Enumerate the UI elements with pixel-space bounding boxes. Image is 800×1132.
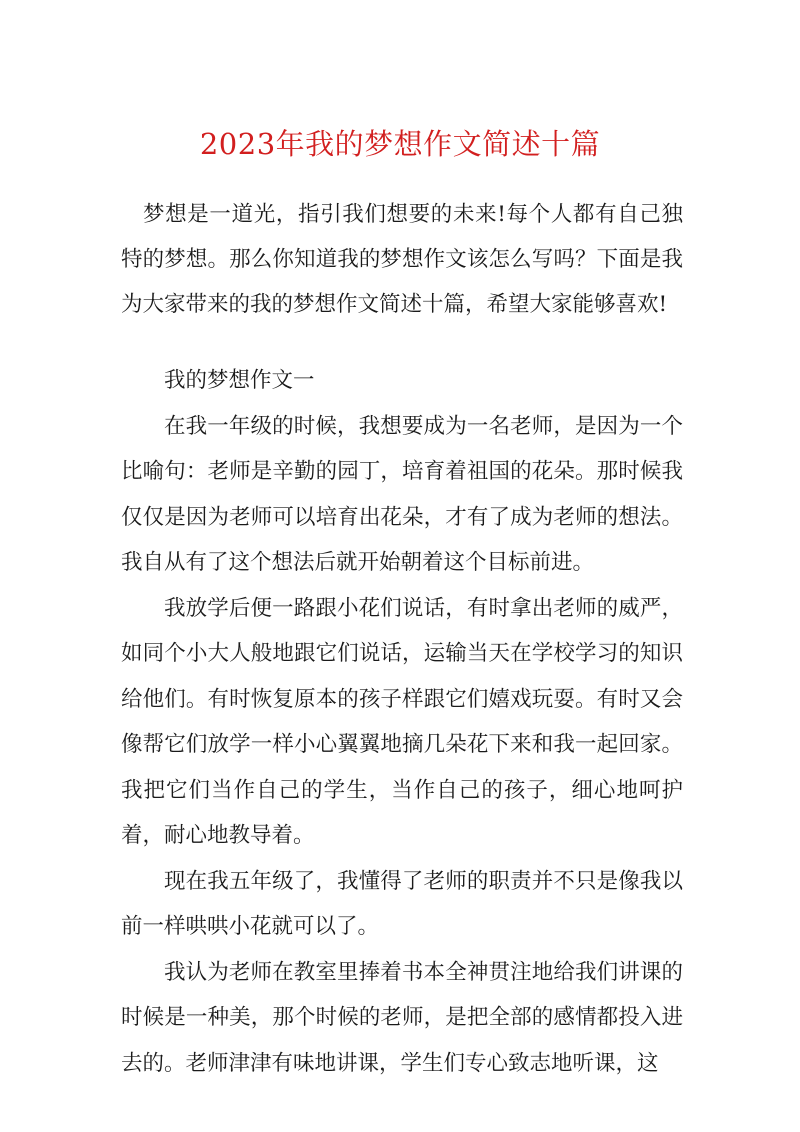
body-paragraph: 现在我五年级了，我懂得了老师的职责并不只是像我以前一样哄哄小花就可以了。: [121, 868, 683, 939]
section-heading: 我的梦想作文一: [164, 368, 315, 393]
document-title: 2023年我的梦想作文简述十篇: [199, 127, 601, 161]
body-paragraph: 我放学后便一路跟小花们说话，有时拿出老师的威严，如同个小大人般地跟它们说话，运输当天在学校学习的知识给他们。有时恢复原本的孩子样跟它们嬉戏玩耍。有时又会像帮它们放学一样小心翼翼地摘几朵花下来和我一起回家。我把它们当作自己的学生，当作自己的孩子，细心地呵护着，耐心地教导着。: [121, 595, 683, 848]
body-paragraph: 我认为老师在教室里捧着书本全神贯注地给我们讲课的时候是一种美，那个时候的老师，是把全部的感情都投入进去的。老师津津有味地讲课，学生们专心致志地听课，这: [121, 959, 683, 1076]
essay-body: [121, 358, 683, 1086]
intro-paragraph: 梦想是一道光，指引我们想要的未来!每个人都有自己独特的梦想。那么你知道我的梦想作文该怎么写吗？下面是我为大家带来的我的梦想作文简述十篇，希望大家能够喜欢!: [121, 202, 683, 317]
body-paragraph: 在我一年级的时候，我想要成为一名老师，是因为一个比喻句：老师是辛勤的园丁，培育着祖国的花朵。那时候我仅仅是因为老师可以培育出花朵，才有了成为老师的想法。我自从有了这个想法后就开始朝着这个目标前进。: [121, 413, 683, 575]
